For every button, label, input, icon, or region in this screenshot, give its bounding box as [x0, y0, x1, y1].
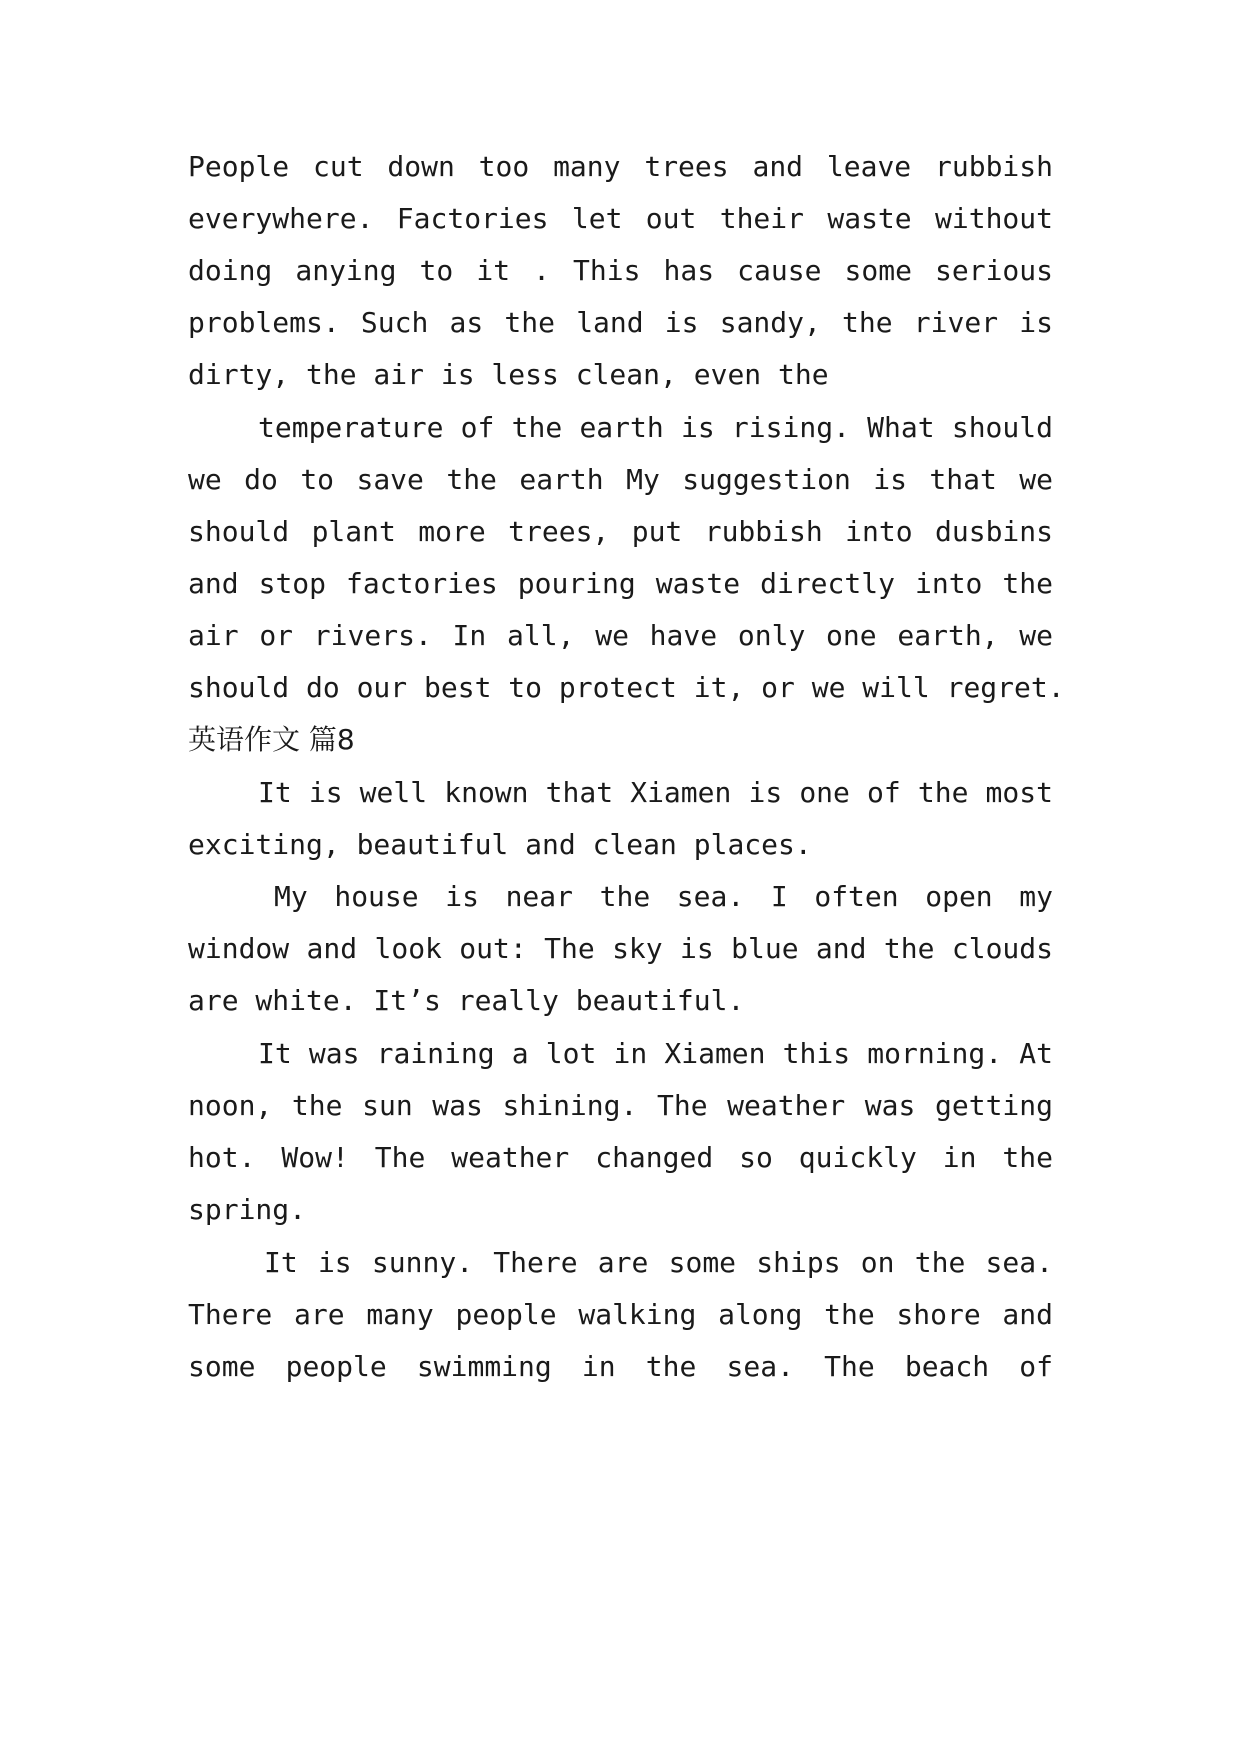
paragraph-5-line-3: hot. Wow! The weather changed so quickly in the — [188, 1141, 1053, 1174]
paragraph-3-line-2: exciting, beautiful and clean places. — [188, 828, 812, 861]
paragraph-4-line-3: are white. It’s really beautiful. — [188, 984, 745, 1017]
paragraph-6-line-3: some people swimming in the sea. The beach of — [188, 1350, 1053, 1383]
paragraph-5-line-2: noon, the sun was shining. The weather was getting — [188, 1089, 1053, 1122]
paragraph-4-line-1: My house is near the sea. I often open my — [274, 880, 1053, 913]
paragraph-5-line-4: spring. — [188, 1193, 307, 1226]
paragraph-5-line-1: It was raining a lot in Xiamen this morning. At — [258, 1037, 1053, 1070]
section-heading: 英语作文 篇8 — [188, 723, 355, 756]
paragraph-2-line-1: temperature of the earth is rising. What should — [258, 411, 1053, 444]
paragraph-3-line-1: It is well known that Xiamen is one of the most — [258, 776, 1053, 809]
paragraph-1-line-5: dirty, the air is less clean, even the — [188, 358, 829, 391]
paragraph-1-line-3: doing anying to it . This has cause some serious — [188, 254, 1053, 287]
paragraph-2-line-2: we do to save the earth My suggestion is that we — [188, 463, 1053, 496]
paragraph-1-line-4: problems. Such as the land is sandy, the river is — [188, 306, 1053, 339]
paragraph-2-line-4: and stop factories pouring waste directly into the — [188, 567, 1053, 600]
paragraph-6-line-1: It is sunny. There are some ships on the sea. — [264, 1246, 1053, 1279]
paragraph-4-line-2: window and look out: The sky is blue and the clouds — [188, 932, 1053, 965]
paragraph-2-line-5: air or rivers. In all, we have only one earth, we — [188, 619, 1053, 652]
paragraph-6-line-2: There are many people walking along the shore and — [188, 1298, 1053, 1331]
paragraph-1-line-1: People cut down too many trees and leave rubbish — [188, 150, 1053, 183]
paragraph-2-line-6: should do our best to protect it, or we will regret. — [188, 671, 1065, 704]
paragraph-1-line-2: everywhere. Factories let out their waste without — [188, 202, 1053, 235]
paragraph-2-line-3: should plant more trees, put rubbish into dusbins — [188, 515, 1053, 548]
